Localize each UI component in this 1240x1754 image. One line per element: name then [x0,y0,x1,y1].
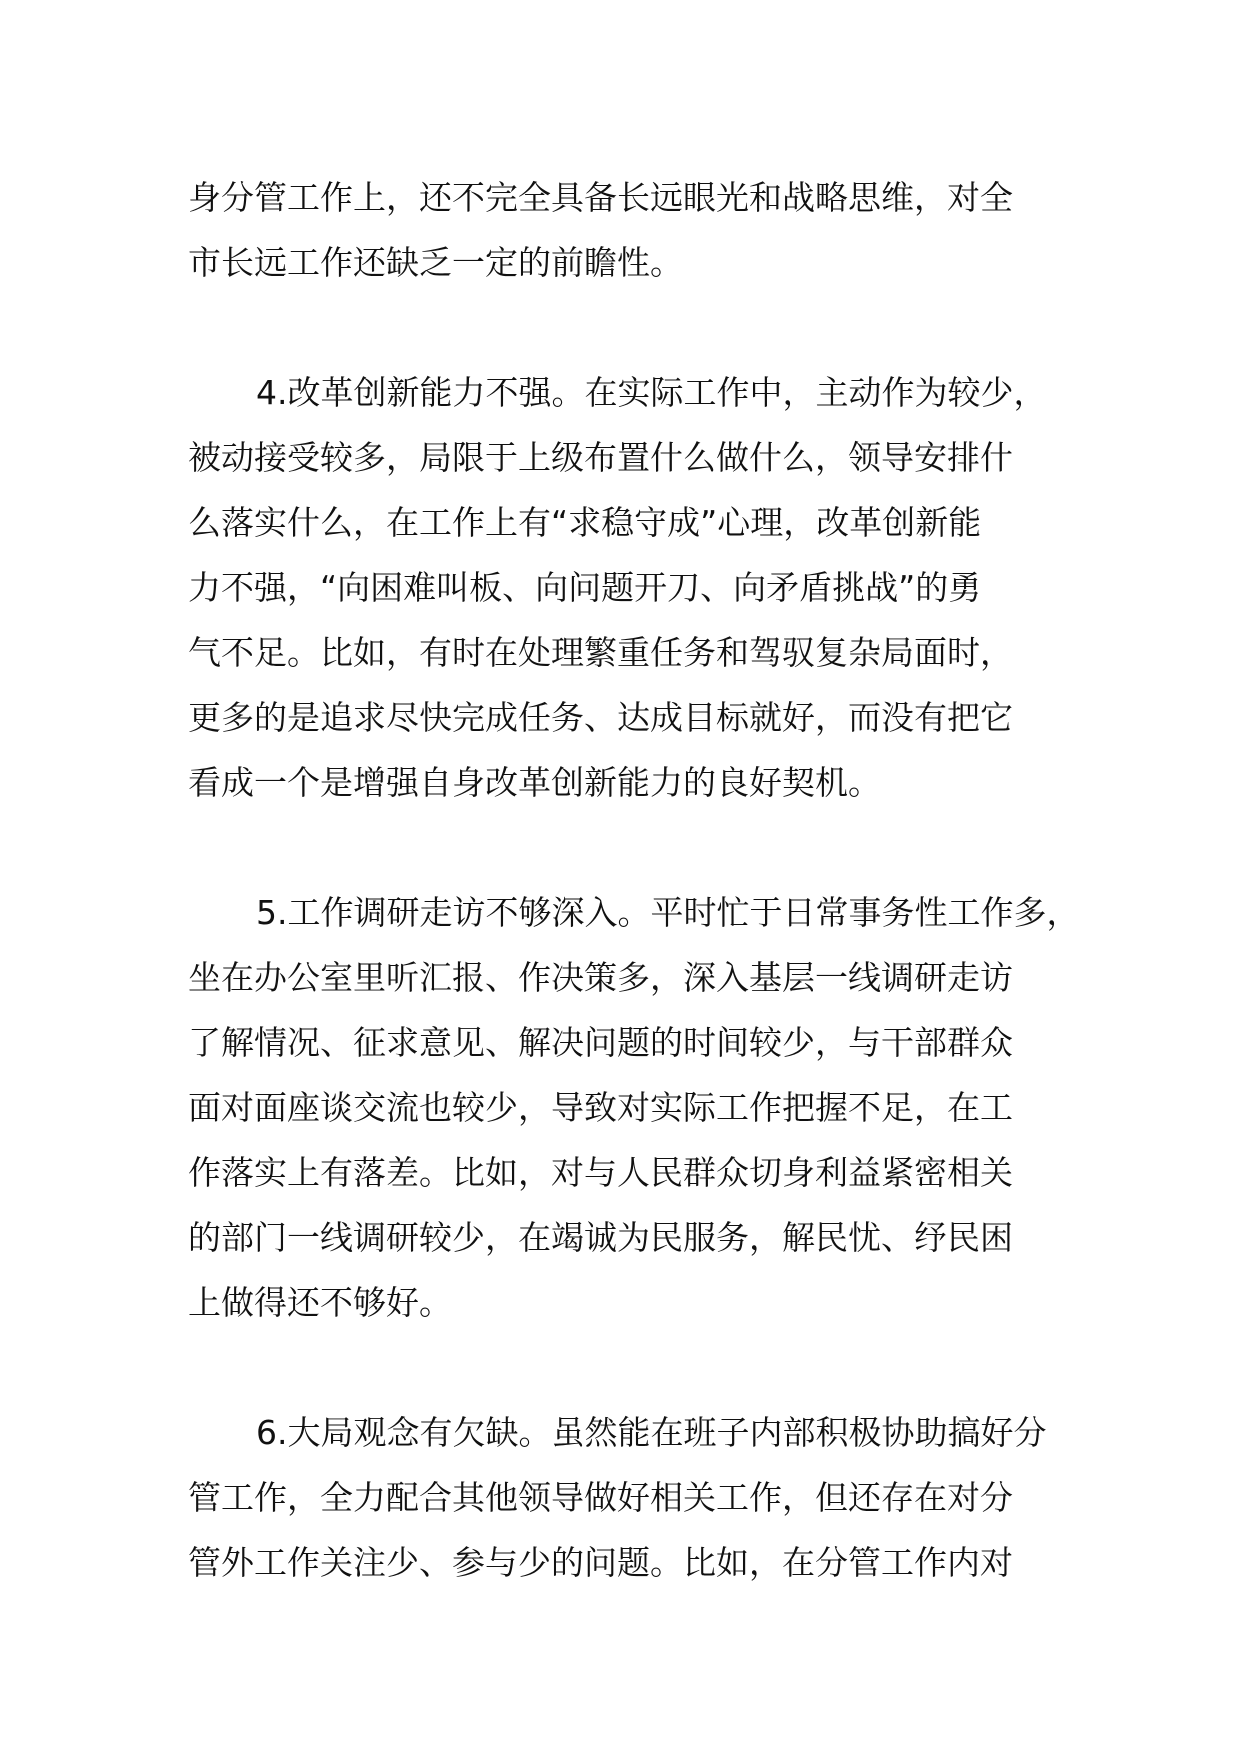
text-line: 市长远工作还缺乏一定的前瞻性。 [188,243,683,282]
paragraph-item-6 [188,1400,1047,1595]
paragraph-item-5 [188,880,1080,1335]
text-line: 6.大局观念有欠缺。虽然能在班子内部积极协助搞好分 [256,1413,1047,1452]
text-line: 坐在办公室里听汇报、作决策多，深入基层一线调研走访 [188,958,1013,997]
text-line: 看成一个是增强自身改革创新能力的良好契机。 [188,763,881,802]
text-line: 被动接受较多，局限于上级布置什么做什么，领导安排什 [188,438,1013,477]
text-line: 上做得还不够好。 [188,1283,452,1322]
text-line: 的部门一线调研较少，在竭诚为民服务，解民忧、纾民困 [188,1218,1013,1257]
paragraph-continuation [188,165,1013,295]
text-line: 力不强，“向困难叫板、向问题开刀、向矛盾挑战”的勇 [188,568,982,607]
text-line: 了解情况、征求意见、解决问题的时间较少，与干部群众 [188,1023,1013,1062]
text-line: 管外工作关注少、参与少的问题。比如，在分管工作内对 [188,1543,1013,1582]
text-line: 么落实什么，在工作上有“求稳守成”心理，改革创新能 [188,503,982,542]
text-line: 面对面座谈交流也较少，导致对实际工作把握不足，在工 [188,1088,1013,1127]
text-line: 作落实上有落差。比如，对与人民群众切身利益紧密相关 [188,1153,1013,1192]
text-line: 管工作，全力配合其他领导做好相关工作，但还存在对分 [188,1478,1013,1517]
paragraph-item-4 [188,360,1047,815]
text-line: 5.工作调研走访不够深入。平时忙于日常事务性工作多， [256,893,1080,932]
text-line: 更多的是追求尽快完成任务、达成目标就好，而没有把它 [188,698,1013,737]
text-line: 4.改革创新能力不强。在实际工作中，主动作为较少， [256,373,1047,412]
text-line: 身分管工作上，还不完全具备长远眼光和战略思维，对全 [188,178,1013,217]
text-line: 气不足。比如，有时在处理繁重任务和驾驭复杂局面时， [188,633,1013,672]
